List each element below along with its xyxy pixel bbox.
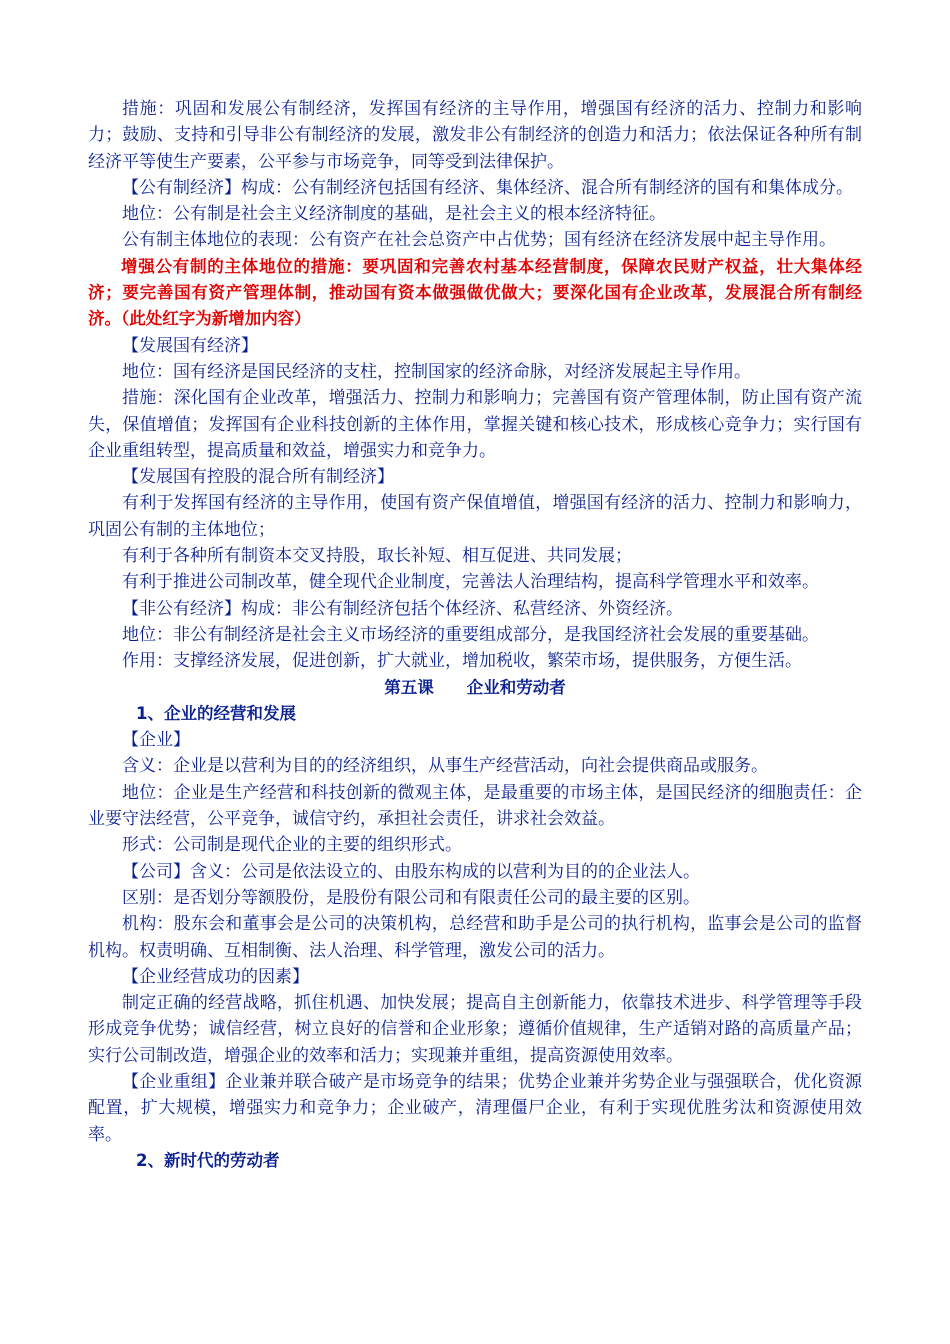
heading-mixed-ownership: 【发展国有控股的混合所有制经济】 bbox=[122, 467, 394, 488]
paragraph-enterprise-reorganization: 【企业重组】企业兼并联合破产是市场竞争的结果；优势企业兼并劣势企业与强强联合，优化资源配置，扩大规模，增强实力和竞争力；企业破产，清理僵尸企业，有利于实现优胜劣汰和资源使用效率。 bbox=[88, 1071, 862, 1145]
section-heading-enterprise: 1、企业的经营和发展 bbox=[136, 703, 296, 723]
section-heading-workers: 2、新时代的劳动者 bbox=[136, 1150, 280, 1170]
paragraph-public-ownership-manifestation: 公有制主体地位的表现：公有资产在社会总资产中占优势；国有经济在经济发展中起主导作用。 bbox=[122, 230, 836, 251]
paragraph-enterprise-form: 形式：公司制是现代企业的主要的组织形式。 bbox=[122, 835, 462, 856]
document-page bbox=[88, 96, 862, 1174]
paragraph-public-economy-composition: 【公有制经济】构成：公有制经济包括国有经济、集体经济、混合所有制经济的国有和集体成分。 bbox=[122, 177, 853, 198]
paragraph-enterprise-status: 地位：企业是生产经营和科技创新的微观主体，是最重要的市场主体，是国民经济的细胞责任：企业要守法经营，公平竞争，诚信守约，承担社会责任，讲求社会效益。 bbox=[88, 782, 862, 830]
heading-success-factors: 【企业经营成功的因素】 bbox=[122, 966, 309, 987]
paragraph-mixed-benefit-2: 有利于各种所有制资本交叉持股，取长补短、相互促进、共同发展； bbox=[122, 546, 632, 567]
paragraph-state-economy-status: 地位：国有经济是国民经济的支柱，控制国家的经济命脉，对经济发展起主导作用。 bbox=[122, 361, 751, 382]
paragraph-success-factors: 制定正确的经营战略，抓住机遇、加快发展；提高自主创新能力，依靠技术进步、科学管理等手段形成竞争优势；诚信经营，树立良好的信誉和企业形象；遵循价值规律，生产适销对路的高质量产品；实行公司制改造，增强企业的效率和活力；实现兼并重组，提高资源使用效率。 bbox=[88, 993, 862, 1066]
paragraph-measures-public-ownership: 措施：巩固和发展公有制经济，发挥国有经济的主导作用，增强国有经济的活力、控制力和影响力；鼓励、支持和引导非公有制经济的发展，激发非公有制经济的创造力和活力；依法保证各种所有制经济平等使生产要素，公平参与市场竞争，同等受到法律保护。 bbox=[88, 99, 862, 172]
paragraph-non-public-composition: 【非公有经济】构成：非公有制经济包括个体经济、私营经济、外资经济。 bbox=[122, 598, 683, 619]
paragraph-company-difference: 区别：是否划分等额股份，是股份有限公司和有限责任公司的最主要的区别。 bbox=[122, 887, 700, 908]
paragraph-company-structure: 机构：股东会和董事会是公司的决策机构，总经营和助手是公司的执行机构，监事会是公司的监督机构。权责明确、互相制衡、法人治理、科学管理，激发公司的活力。 bbox=[88, 914, 862, 961]
heading-develop-state-economy: 【发展国有经济】 bbox=[122, 335, 258, 356]
lesson-title: 第五课 企业和劳动者 bbox=[384, 677, 566, 697]
paragraph-non-public-status: 地位：非公有制经济是社会主义市场经济的重要组成部分，是我国经济社会发展的重要基础。 bbox=[122, 624, 819, 645]
paragraph-mixed-benefit-3: 有利于推进公司制改革，健全现代企业制度，完善法人治理结构，提高科学管理水平和效率。 bbox=[122, 572, 819, 593]
paragraph-new-content-red: 增强公有制的主体地位的措施：要巩固和完善农村基本经营制度，保障农民财产权益，壮大集体经济；要完善国有资产管理体制，推动国有资本做强做优做大；要深化国有企业改革，发展混合所有制经济。（此处红字为新增加内容） bbox=[88, 256, 862, 329]
paragraph-public-economy-status: 地位：公有制是社会主义经济制度的基础，是社会主义的根本经济特征。 bbox=[122, 204, 666, 225]
paragraph-mixed-benefit-1: 有利于发挥国有经济的主导作用，使国有资产保值增值，增强国有经济的活力、控制力和影响力，巩固公有制的主体地位； bbox=[88, 493, 862, 540]
paragraph-state-economy-measures: 措施：深化国有企业改革，增强活力、控制力和影响力；完善国有资产管理体制，防止国有资产流失，保值增值；发挥国有企业科技创新的主体作用，掌握关键和核心技术，形成核心竞争力；实行国有企业重组转型，提高质量和效益，增强实力和竞争力。 bbox=[88, 388, 862, 461]
paragraph-enterprise-meaning: 含义：企业是以营利为目的的经济组织，从事生产经营活动，向社会提供商品或服务。 bbox=[122, 756, 768, 777]
paragraph-non-public-role: 作用：支撑经济发展，促进创新，扩大就业，增加税收，繁荣市场，提供服务，方便生活。 bbox=[122, 651, 802, 672]
paragraph-company-meaning: 【公司】含义：公司是依法设立的、由股东构成的以营利为目的的企业法人。 bbox=[122, 861, 700, 882]
heading-enterprise: 【企业】 bbox=[122, 730, 190, 751]
